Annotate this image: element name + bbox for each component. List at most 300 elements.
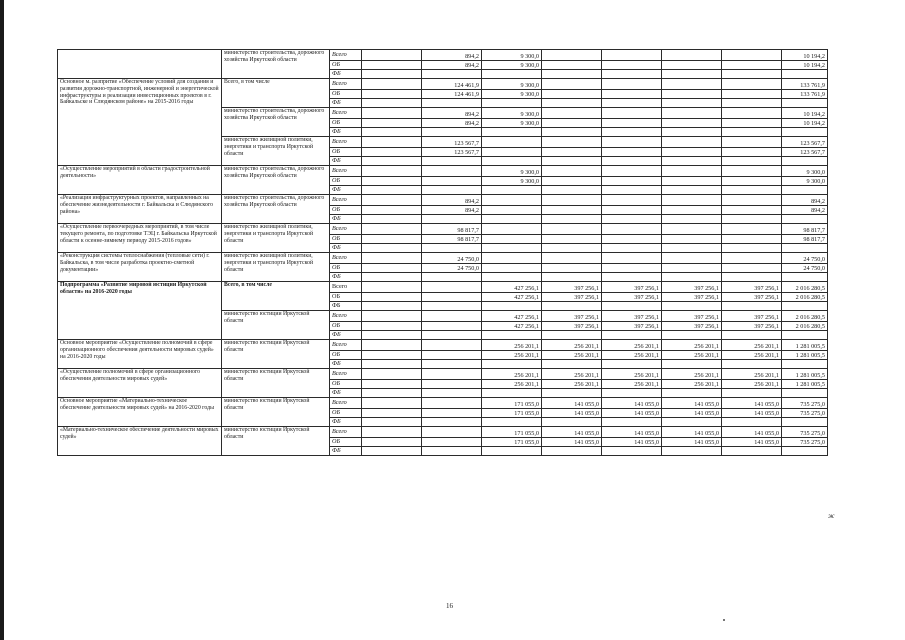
year-value-cell xyxy=(722,148,782,157)
activity-name-cell: «Осуществление полномочий в сфере организационного обеспечения деятельности мировых судей» xyxy=(58,369,222,398)
year-value-cell: 894,2 xyxy=(422,108,482,119)
year-value-cell xyxy=(722,206,782,215)
total-value-cell: 735 275,0 xyxy=(782,438,828,447)
year-value-cell: 141 055,0 xyxy=(662,398,722,409)
year-value-cell xyxy=(602,90,662,99)
table-row xyxy=(58,340,828,351)
funding-source-cell: ОБ xyxy=(330,177,362,186)
year-value-cell xyxy=(482,302,542,311)
year-value-cell xyxy=(422,157,482,166)
year-value-cell: 256 201,1 xyxy=(482,380,542,389)
funding-source-cell: ФБ xyxy=(330,273,362,282)
year-value-cell: 171 055,0 xyxy=(482,438,542,447)
year-value-cell: 256 201,1 xyxy=(662,380,722,389)
table-row xyxy=(58,427,828,438)
year-value-cell: 397 256,1 xyxy=(722,293,782,302)
year-value-cell xyxy=(722,215,782,224)
year-value-cell xyxy=(602,61,662,70)
activity-name-cell: «Реализация инфраструктурных проектов, направленных на обеспечение жизнедеятельности г. Байкальска и Слюдянского района» xyxy=(58,195,222,224)
total-value-cell: 2 016 280,5 xyxy=(782,282,828,293)
total-value-cell: 24 750,0 xyxy=(782,253,828,264)
year-value-cell xyxy=(602,79,662,90)
year-value-cell: 141 055,0 xyxy=(542,438,602,447)
year-value-cell: 256 201,1 xyxy=(602,380,662,389)
year-value-cell xyxy=(602,418,662,427)
funding-source-cell: ФБ xyxy=(330,418,362,427)
total-value-cell: 1 281 005,5 xyxy=(782,380,828,389)
year-value-cell xyxy=(662,195,722,206)
year-value-cell: 427 256,1 xyxy=(482,293,542,302)
year-value-cell: 256 201,1 xyxy=(722,351,782,360)
year-value-cell: 256 201,1 xyxy=(662,351,722,360)
activity-name-cell: Основное мероприятие «Осуществление полномочий в сфере организационного обеспечения деятельности мировых судей» на 2016-2020 годы xyxy=(58,340,222,369)
year-value-cell xyxy=(362,215,422,224)
year-value-cell xyxy=(542,331,602,340)
year-value-cell xyxy=(542,61,602,70)
total-value-cell: 24 750,0 xyxy=(782,264,828,273)
year-value-cell xyxy=(482,389,542,398)
year-value-cell: 397 256,1 xyxy=(602,282,662,293)
year-value-cell xyxy=(362,177,422,186)
year-value-cell xyxy=(542,206,602,215)
activity-name-cell: Основное мероприятие «Материально-техническое обеспечение деятельности мировых судей» на 2016-2020 годы xyxy=(58,398,222,427)
funding-source-cell: ФБ xyxy=(330,302,362,311)
year-value-cell: 397 256,1 xyxy=(662,311,722,322)
total-value-cell xyxy=(782,244,828,253)
year-value-cell xyxy=(722,79,782,90)
year-value-cell xyxy=(362,50,422,61)
year-value-cell xyxy=(422,302,482,311)
funding-source-cell: ФБ xyxy=(330,389,362,398)
year-value-cell xyxy=(422,409,482,418)
year-value-cell xyxy=(362,293,422,302)
total-value-cell: 10 194,2 xyxy=(782,50,828,61)
year-value-cell: 397 256,1 xyxy=(542,293,602,302)
year-value-cell xyxy=(482,253,542,264)
year-value-cell xyxy=(362,311,422,322)
year-value-cell xyxy=(602,50,662,61)
year-value-cell xyxy=(602,157,662,166)
year-value-cell: 256 201,1 xyxy=(482,351,542,360)
funding-source-cell: Всего xyxy=(330,50,362,61)
year-value-cell xyxy=(542,215,602,224)
executor-cell: министерство юстиции Иркутской области xyxy=(222,427,330,456)
corner-mark: ж xyxy=(828,512,835,520)
year-value-cell xyxy=(722,360,782,369)
executor-cell: министерство строительства, дорожного хозяйства Иркутской области xyxy=(222,108,330,137)
year-value-cell xyxy=(542,177,602,186)
year-value-cell xyxy=(722,273,782,282)
year-value-cell xyxy=(542,119,602,128)
year-value-cell xyxy=(362,447,422,456)
funding-source-cell: ФБ xyxy=(330,215,362,224)
funding-source-cell: ФБ xyxy=(330,99,362,108)
year-value-cell xyxy=(722,447,782,456)
year-value-cell xyxy=(362,340,422,351)
year-value-cell xyxy=(602,331,662,340)
funding-source-cell: ОБ xyxy=(330,61,362,70)
funding-source-cell: ОБ xyxy=(330,351,362,360)
year-value-cell xyxy=(662,148,722,157)
year-value-cell: 141 055,0 xyxy=(542,398,602,409)
year-value-cell xyxy=(602,148,662,157)
year-value-cell: 256 201,1 xyxy=(722,340,782,351)
total-value-cell xyxy=(782,70,828,79)
activity-name-cell: «Осуществление первоочередных мероприятий, в том числе текущего ремонта, по подготовке ТЭЦ г. Байкальска Иркутской области к осенне-зимнему периоду 2015-2016 годов» xyxy=(58,224,222,253)
total-value-cell: 123 567,7 xyxy=(782,137,828,148)
year-value-cell xyxy=(362,302,422,311)
table-row xyxy=(58,195,828,206)
funding-source-cell: ОБ xyxy=(330,206,362,215)
total-value-cell: 98 817,7 xyxy=(782,224,828,235)
total-value-cell xyxy=(782,273,828,282)
year-value-cell xyxy=(422,215,482,224)
year-value-cell xyxy=(602,244,662,253)
total-value-cell xyxy=(782,215,828,224)
year-value-cell xyxy=(362,235,422,244)
year-value-cell xyxy=(422,331,482,340)
year-value-cell: 141 055,0 xyxy=(662,438,722,447)
year-value-cell xyxy=(362,61,422,70)
year-value-cell xyxy=(722,418,782,427)
total-value-cell: 123 567,7 xyxy=(782,148,828,157)
year-value-cell xyxy=(422,398,482,409)
executor-cell: министерство строительства, дорожного хозяйства Иркутской области xyxy=(222,166,330,195)
year-value-cell xyxy=(722,235,782,244)
total-value-cell xyxy=(782,99,828,108)
executor-cell: министерство жилищной политики, энергетики и транспорта Иркутской области xyxy=(222,224,330,253)
funding-source-cell: ФБ xyxy=(330,360,362,369)
total-value-cell xyxy=(782,447,828,456)
total-value-cell: 133 761,9 xyxy=(782,79,828,90)
year-value-cell xyxy=(482,137,542,148)
year-value-cell xyxy=(362,438,422,447)
year-value-cell xyxy=(602,253,662,264)
year-value-cell xyxy=(542,128,602,137)
page-number: 16 xyxy=(446,602,453,610)
year-value-cell: 427 256,1 xyxy=(482,282,542,293)
year-value-cell xyxy=(602,273,662,282)
total-value-cell xyxy=(782,186,828,195)
year-value-cell: 256 201,1 xyxy=(542,351,602,360)
year-value-cell xyxy=(722,119,782,128)
total-value-cell xyxy=(782,418,828,427)
total-value-cell xyxy=(782,302,828,311)
year-value-cell xyxy=(542,264,602,273)
year-value-cell xyxy=(662,128,722,137)
year-value-cell xyxy=(482,235,542,244)
activity-name-cell: «Осуществление мероприятий в области градостроительной деятельности» xyxy=(58,166,222,195)
year-value-cell xyxy=(602,119,662,128)
year-value-cell xyxy=(662,360,722,369)
year-value-cell xyxy=(482,186,542,195)
year-value-cell xyxy=(542,148,602,157)
year-value-cell xyxy=(662,119,722,128)
funding-source-cell: ОБ xyxy=(330,119,362,128)
funding-source-cell: ОБ xyxy=(330,148,362,157)
total-value-cell xyxy=(782,360,828,369)
year-value-cell xyxy=(662,186,722,195)
year-value-cell xyxy=(722,166,782,177)
funding-source-cell: ОБ xyxy=(330,322,362,331)
activity-name-cell: Подпрограмма «Развитие мировой юстиции Иркутской области» на 2016-2020 годы xyxy=(58,282,222,340)
year-value-cell xyxy=(602,99,662,108)
year-value-cell: 98 817,7 xyxy=(422,235,482,244)
total-value-cell: 1 281 005,5 xyxy=(782,369,828,380)
year-value-cell xyxy=(482,99,542,108)
year-value-cell xyxy=(422,282,482,293)
year-value-cell xyxy=(662,302,722,311)
year-value-cell: 397 256,1 xyxy=(662,282,722,293)
year-value-cell xyxy=(482,418,542,427)
year-value-cell xyxy=(662,418,722,427)
year-value-cell: 894,2 xyxy=(422,61,482,70)
year-value-cell xyxy=(602,389,662,398)
year-value-cell xyxy=(422,447,482,456)
total-value-cell: 2 016 280,5 xyxy=(782,293,828,302)
year-value-cell xyxy=(362,282,422,293)
year-value-cell: 256 201,1 xyxy=(482,369,542,380)
executor-cell: министерство юстиции Иркутской области xyxy=(222,369,330,398)
year-value-cell: 9 300,0 xyxy=(482,166,542,177)
year-value-cell xyxy=(722,90,782,99)
year-value-cell xyxy=(662,206,722,215)
year-value-cell xyxy=(662,61,722,70)
funding-source-cell: Всего xyxy=(330,108,362,119)
year-value-cell xyxy=(422,293,482,302)
year-value-cell: 9 300,0 xyxy=(482,50,542,61)
year-value-cell xyxy=(542,166,602,177)
table-row xyxy=(58,253,828,264)
year-value-cell xyxy=(542,186,602,195)
total-value-cell: 1 281 005,5 xyxy=(782,351,828,360)
executor-cell: Всего, в том числе xyxy=(222,282,330,311)
total-value-cell: 2 016 280,5 xyxy=(782,322,828,331)
year-value-cell xyxy=(722,331,782,340)
year-value-cell: 894,2 xyxy=(422,50,482,61)
year-value-cell xyxy=(482,264,542,273)
year-value-cell xyxy=(662,215,722,224)
year-value-cell xyxy=(542,50,602,61)
year-value-cell xyxy=(722,389,782,398)
table-row xyxy=(58,50,828,61)
year-value-cell: 397 256,1 xyxy=(662,322,722,331)
year-value-cell xyxy=(602,360,662,369)
total-value-cell: 98 817,7 xyxy=(782,235,828,244)
year-value-cell xyxy=(662,224,722,235)
scan-speck xyxy=(723,619,725,621)
table-row xyxy=(58,369,828,380)
year-value-cell: 123 567,7 xyxy=(422,148,482,157)
year-value-cell xyxy=(362,360,422,369)
year-value-cell xyxy=(482,224,542,235)
year-value-cell xyxy=(482,244,542,253)
year-value-cell: 141 055,0 xyxy=(662,427,722,438)
year-value-cell xyxy=(722,244,782,253)
year-value-cell xyxy=(722,108,782,119)
year-value-cell xyxy=(602,302,662,311)
year-value-cell xyxy=(422,369,482,380)
table-body xyxy=(58,50,828,456)
year-value-cell: 9 300,0 xyxy=(482,119,542,128)
funding-source-cell: ОБ xyxy=(330,409,362,418)
year-value-cell xyxy=(662,137,722,148)
year-value-cell xyxy=(482,195,542,206)
executor-cell: министерство строительства, дорожного хозяйства Иркутской области xyxy=(222,50,330,79)
year-value-cell: 9 300,0 xyxy=(482,90,542,99)
year-value-cell xyxy=(362,90,422,99)
year-value-cell xyxy=(542,157,602,166)
year-value-cell xyxy=(722,224,782,235)
year-value-cell xyxy=(422,389,482,398)
year-value-cell xyxy=(542,108,602,119)
year-value-cell xyxy=(422,322,482,331)
year-value-cell: 256 201,1 xyxy=(602,369,662,380)
year-value-cell: 397 256,1 xyxy=(722,322,782,331)
year-value-cell xyxy=(482,331,542,340)
total-value-cell: 894,2 xyxy=(782,195,828,206)
year-value-cell xyxy=(422,177,482,186)
year-value-cell: 141 055,0 xyxy=(722,398,782,409)
year-value-cell: 256 201,1 xyxy=(662,340,722,351)
funding-source-cell: ФБ xyxy=(330,331,362,340)
funding-source-cell: Всего xyxy=(330,427,362,438)
year-value-cell xyxy=(542,195,602,206)
year-value-cell xyxy=(362,186,422,195)
year-value-cell xyxy=(362,369,422,380)
year-value-cell xyxy=(662,166,722,177)
funding-source-cell: Всего xyxy=(330,224,362,235)
funding-source-cell: ОБ xyxy=(330,380,362,389)
year-value-cell xyxy=(362,244,422,253)
year-value-cell: 171 055,0 xyxy=(482,398,542,409)
table-row xyxy=(58,79,828,90)
year-value-cell xyxy=(662,253,722,264)
year-value-cell xyxy=(362,427,422,438)
year-value-cell xyxy=(362,389,422,398)
year-value-cell xyxy=(422,380,482,389)
year-value-cell xyxy=(362,137,422,148)
year-value-cell: 397 256,1 xyxy=(722,282,782,293)
year-value-cell: 256 201,1 xyxy=(482,340,542,351)
year-value-cell: 141 055,0 xyxy=(602,438,662,447)
year-value-cell: 124 461,9 xyxy=(422,79,482,90)
year-value-cell xyxy=(722,186,782,195)
executor-cell: Всего, в том числе xyxy=(222,79,330,108)
year-value-cell: 98 817,7 xyxy=(422,224,482,235)
activity-name-cell xyxy=(58,50,222,79)
year-value-cell xyxy=(422,311,482,322)
year-value-cell xyxy=(362,351,422,360)
year-value-cell xyxy=(722,70,782,79)
year-value-cell: 141 055,0 xyxy=(662,409,722,418)
year-value-cell xyxy=(662,177,722,186)
year-value-cell: 9 300,0 xyxy=(482,79,542,90)
year-value-cell xyxy=(422,418,482,427)
year-value-cell: 397 256,1 xyxy=(722,311,782,322)
year-value-cell xyxy=(422,438,482,447)
total-value-cell: 735 275,0 xyxy=(782,409,828,418)
total-value-cell: 735 275,0 xyxy=(782,398,828,409)
executor-cell: министерство жилищной политики, энергетики и транспорта Иркутской области xyxy=(222,253,330,282)
year-value-cell xyxy=(482,215,542,224)
executor-cell: министерство строительства, дорожного хозяйства Иркутской области xyxy=(222,195,330,224)
year-value-cell xyxy=(542,360,602,369)
year-value-cell xyxy=(362,253,422,264)
total-value-cell: 894,2 xyxy=(782,206,828,215)
year-value-cell xyxy=(422,273,482,282)
year-value-cell xyxy=(362,148,422,157)
year-value-cell xyxy=(542,447,602,456)
year-value-cell xyxy=(662,389,722,398)
year-value-cell xyxy=(482,206,542,215)
year-value-cell xyxy=(602,186,662,195)
year-value-cell xyxy=(662,79,722,90)
year-value-cell: 9 300,0 xyxy=(482,108,542,119)
year-value-cell xyxy=(542,253,602,264)
year-value-cell xyxy=(482,273,542,282)
year-value-cell xyxy=(422,99,482,108)
year-value-cell: 123 567,7 xyxy=(422,137,482,148)
year-value-cell xyxy=(542,244,602,253)
year-value-cell: 427 256,1 xyxy=(482,311,542,322)
year-value-cell xyxy=(482,447,542,456)
total-value-cell: 10 194,2 xyxy=(782,108,828,119)
year-value-cell: 141 055,0 xyxy=(722,438,782,447)
year-value-cell: 141 055,0 xyxy=(602,427,662,438)
year-value-cell xyxy=(602,206,662,215)
year-value-cell xyxy=(422,340,482,351)
year-value-cell: 171 055,0 xyxy=(482,409,542,418)
year-value-cell xyxy=(542,79,602,90)
year-value-cell: 397 256,1 xyxy=(542,322,602,331)
total-value-cell: 735 275,0 xyxy=(782,427,828,438)
year-value-cell xyxy=(482,148,542,157)
funding-source-cell: ОБ xyxy=(330,90,362,99)
funding-source-cell: Всего xyxy=(330,195,362,206)
year-value-cell: 397 256,1 xyxy=(542,311,602,322)
budget-table xyxy=(57,49,828,456)
year-value-cell xyxy=(362,70,422,79)
year-value-cell xyxy=(542,137,602,148)
year-value-cell xyxy=(722,253,782,264)
year-value-cell xyxy=(602,128,662,137)
year-value-cell xyxy=(602,264,662,273)
year-value-cell xyxy=(482,157,542,166)
year-value-cell xyxy=(722,177,782,186)
year-value-cell: 124 461,9 xyxy=(422,90,482,99)
year-value-cell xyxy=(362,398,422,409)
year-value-cell xyxy=(422,360,482,369)
year-value-cell xyxy=(362,418,422,427)
year-value-cell xyxy=(482,70,542,79)
year-value-cell xyxy=(662,50,722,61)
year-value-cell xyxy=(362,331,422,340)
year-value-cell: 397 256,1 xyxy=(602,293,662,302)
funding-source-cell: Всего xyxy=(330,79,362,90)
year-value-cell xyxy=(362,128,422,137)
year-value-cell xyxy=(662,264,722,273)
year-value-cell: 256 201,1 xyxy=(602,351,662,360)
year-value-cell xyxy=(602,166,662,177)
year-value-cell xyxy=(542,273,602,282)
year-value-cell xyxy=(602,224,662,235)
year-value-cell xyxy=(422,351,482,360)
year-value-cell: 141 055,0 xyxy=(722,427,782,438)
year-value-cell: 397 256,1 xyxy=(602,322,662,331)
year-value-cell: 9 300,0 xyxy=(482,177,542,186)
funding-source-cell: Всего xyxy=(330,311,362,322)
